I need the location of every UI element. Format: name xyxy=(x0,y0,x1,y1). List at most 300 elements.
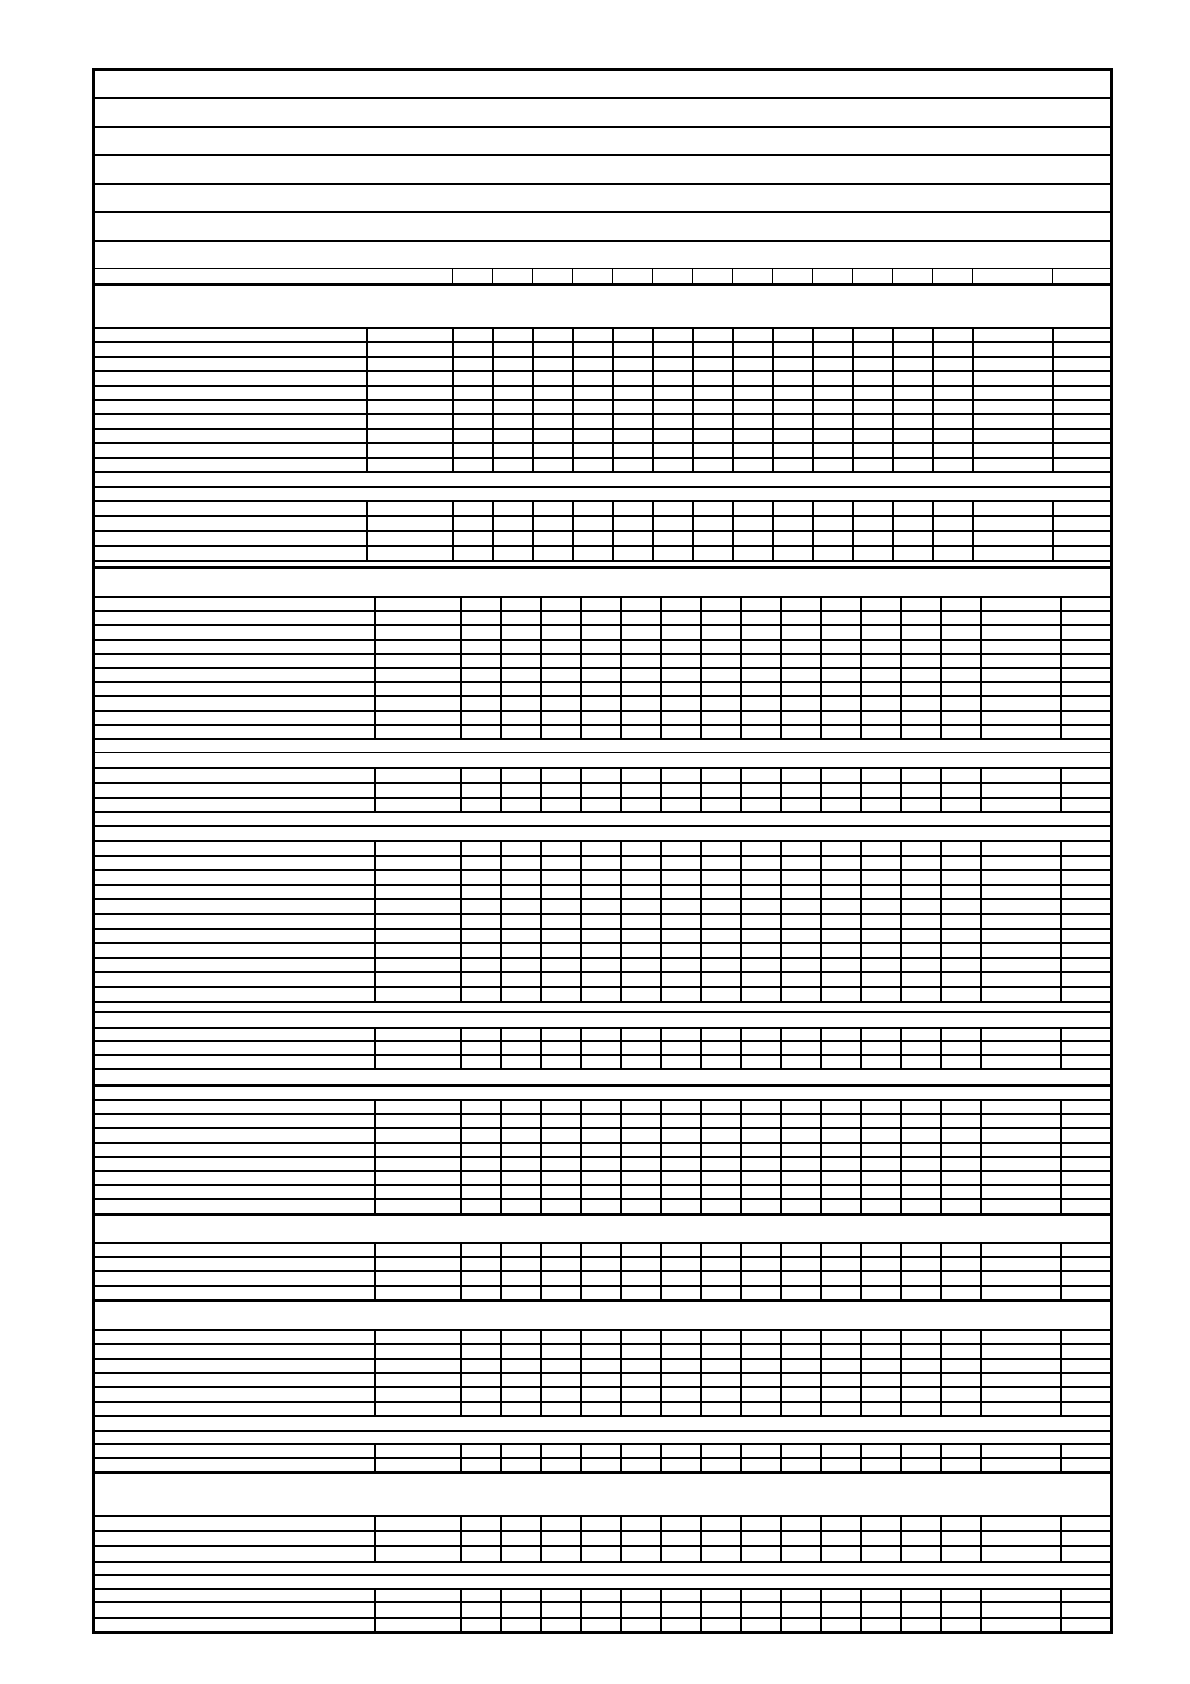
table-column-line xyxy=(374,1027,376,1069)
table-column-line xyxy=(620,596,622,739)
table-column-line xyxy=(940,1027,942,1069)
table-column-line xyxy=(860,596,862,739)
table-column-line xyxy=(374,767,376,812)
table-row-line xyxy=(92,471,1112,473)
header-column-line xyxy=(652,268,653,284)
table-column-line xyxy=(500,1588,502,1632)
table-column-line xyxy=(940,1329,942,1416)
section-gap-line xyxy=(92,1574,1112,1576)
table-column-line xyxy=(580,1443,582,1472)
table-column-line xyxy=(1060,1027,1062,1069)
table-column-line xyxy=(374,1588,376,1632)
table-column-line xyxy=(620,840,622,1002)
table-column-line xyxy=(1060,1588,1062,1632)
table-column-line xyxy=(580,1588,582,1632)
header-column-line xyxy=(972,268,973,284)
table-row-line xyxy=(92,639,1112,641)
table-column-line xyxy=(620,1515,622,1562)
table-row-line xyxy=(92,1184,1112,1186)
table-column-line xyxy=(660,1099,662,1214)
table-column-line xyxy=(980,1443,982,1472)
table-column-line xyxy=(700,1027,702,1069)
table-column-line xyxy=(580,767,582,812)
header-column-line xyxy=(572,268,573,284)
table-row-line xyxy=(92,428,1112,430)
table-row-line xyxy=(92,341,1112,343)
table-column-line xyxy=(500,1443,502,1472)
table-column-line xyxy=(660,1443,662,1472)
table-column-line xyxy=(700,1099,702,1214)
table-column-line xyxy=(500,1242,502,1301)
table-column-line xyxy=(500,767,502,812)
table-column-line xyxy=(820,1515,822,1562)
table-row-line xyxy=(92,869,1112,871)
table-row-line xyxy=(92,610,1112,612)
table-row-line xyxy=(92,898,1112,900)
table-column-line xyxy=(1060,1242,1062,1301)
table-column-line xyxy=(772,327,774,472)
table-column-line xyxy=(940,1099,942,1214)
table-column-line xyxy=(612,327,614,472)
table-column-line xyxy=(980,1588,982,1632)
frame-top xyxy=(92,68,1112,71)
table-column-line xyxy=(700,767,702,812)
table-row-line xyxy=(92,1443,1112,1445)
table-column-line xyxy=(620,1027,622,1069)
section-gap-line xyxy=(92,486,1112,488)
table-row-line xyxy=(92,1617,1112,1619)
table-row-line xyxy=(92,385,1112,387)
table-column-line xyxy=(940,1443,942,1472)
table-row-line xyxy=(92,811,1112,813)
table-column-line xyxy=(972,500,974,561)
table-row-line xyxy=(92,1530,1112,1532)
table-column-line xyxy=(940,840,942,1002)
table-column-line xyxy=(860,1588,862,1632)
table-column-line xyxy=(740,1329,742,1416)
table-row-line xyxy=(92,840,1112,842)
table-column-line xyxy=(820,1099,822,1214)
table-row-line xyxy=(92,1343,1112,1345)
table-row-line xyxy=(92,545,1112,547)
table-column-line xyxy=(540,1515,542,1562)
table-column-line xyxy=(780,840,782,1002)
table-column-line xyxy=(700,1329,702,1416)
table-column-line xyxy=(580,1242,582,1301)
table-column-line xyxy=(780,1099,782,1214)
table-column-line xyxy=(700,1588,702,1632)
table-column-line xyxy=(932,500,934,561)
table-row-line xyxy=(92,1545,1112,1547)
table-column-line xyxy=(740,1099,742,1214)
table-column-line xyxy=(860,1027,862,1069)
section-gap-line xyxy=(92,825,1112,827)
header-row-line xyxy=(92,97,1112,99)
table-column-line xyxy=(700,1515,702,1562)
header-column-line xyxy=(732,268,733,284)
table-column-line xyxy=(460,596,462,739)
table-column-line xyxy=(980,840,982,1002)
table-column-line xyxy=(500,840,502,1002)
table-column-line xyxy=(740,767,742,812)
table-column-line xyxy=(780,767,782,812)
table-row-line xyxy=(92,1358,1112,1360)
table-column-line xyxy=(500,1329,502,1416)
table-column-line xyxy=(374,1515,376,1562)
table-column-line xyxy=(460,1027,462,1069)
table-column-line xyxy=(780,1588,782,1632)
table-row-line xyxy=(92,986,1112,988)
table-column-line xyxy=(580,596,582,739)
table-row-line xyxy=(92,782,1112,784)
table-row-line xyxy=(92,1561,1112,1563)
table-column-line xyxy=(980,1242,982,1301)
table-column-line xyxy=(492,327,494,472)
table-column-line xyxy=(460,767,462,812)
table-row-line xyxy=(92,370,1112,372)
table-row-line xyxy=(92,530,1112,532)
table-column-line xyxy=(532,327,534,472)
table-column-line xyxy=(780,1515,782,1562)
table-column-line xyxy=(972,327,974,472)
table-column-line xyxy=(820,1242,822,1301)
table-column-line xyxy=(900,1027,902,1069)
table-row-line xyxy=(92,667,1112,669)
table-row-line xyxy=(92,1156,1112,1158)
table-column-line xyxy=(660,1242,662,1301)
header-column-line xyxy=(1052,268,1053,284)
header-row-line xyxy=(92,211,1112,213)
table-column-line xyxy=(460,840,462,1002)
table-column-line xyxy=(852,327,854,472)
table-row-line xyxy=(92,457,1112,459)
table-column-line xyxy=(460,1515,462,1562)
table-row-line xyxy=(92,1415,1112,1417)
table-column-line xyxy=(620,1588,622,1632)
table-column-line xyxy=(740,1443,742,1472)
table-row-line xyxy=(92,1027,1112,1029)
table-column-line xyxy=(980,1329,982,1416)
header-row-line xyxy=(92,268,1112,269)
header-row-line xyxy=(92,126,1112,128)
table-column-line xyxy=(732,327,734,472)
table-column-line xyxy=(452,327,454,472)
header-column-line xyxy=(452,268,453,284)
table-column-line xyxy=(700,596,702,739)
table-column-line xyxy=(900,1329,902,1416)
header-column-line xyxy=(492,268,493,284)
table-column-line xyxy=(374,840,376,1002)
table-column-line xyxy=(540,1588,542,1632)
section-divider xyxy=(92,1084,1112,1087)
header-column-line xyxy=(852,268,853,284)
table-row-line xyxy=(92,738,1112,740)
table-row-line xyxy=(92,855,1112,857)
table-column-line xyxy=(1060,1515,1062,1562)
table-column-line xyxy=(980,596,982,739)
table-row-line xyxy=(92,797,1112,799)
table-column-line xyxy=(820,767,822,812)
table-column-line xyxy=(620,1443,622,1472)
table-column-line xyxy=(772,500,774,561)
table-column-line xyxy=(580,1515,582,1562)
table-column-line xyxy=(660,596,662,739)
header-column-line xyxy=(772,268,773,284)
table-column-line xyxy=(740,1027,742,1069)
header-column-line xyxy=(892,268,893,284)
table-row-line xyxy=(92,653,1112,655)
table-row-line xyxy=(92,1386,1112,1388)
table-column-line xyxy=(540,596,542,739)
table-row-line xyxy=(92,710,1112,712)
table-row-line xyxy=(92,1372,1112,1374)
table-column-line xyxy=(820,1443,822,1472)
table-row-line xyxy=(92,928,1112,930)
table-column-line xyxy=(540,840,542,1002)
table-row-line xyxy=(92,1113,1112,1115)
header-column-line xyxy=(812,268,813,284)
table-column-line xyxy=(580,840,582,1002)
table-column-line xyxy=(620,1242,622,1301)
table-row-line xyxy=(92,1040,1112,1042)
table-column-line xyxy=(1060,1329,1062,1416)
table-row-line xyxy=(92,1198,1112,1200)
table-column-line xyxy=(500,596,502,739)
table-column-line xyxy=(540,1443,542,1472)
table-column-line xyxy=(820,840,822,1002)
table-column-line xyxy=(572,327,574,472)
table-column-line xyxy=(820,1329,822,1416)
table-row-line xyxy=(92,327,1112,329)
table-column-line xyxy=(1052,500,1054,561)
table-column-line xyxy=(374,1329,376,1416)
table-row-line xyxy=(92,1631,1112,1633)
table-column-line xyxy=(892,327,894,472)
table-column-line xyxy=(700,840,702,1002)
table-row-line xyxy=(92,767,1112,769)
table-row-line xyxy=(92,515,1112,517)
table-row-line xyxy=(92,913,1112,915)
table-column-line xyxy=(860,1443,862,1472)
table-column-line xyxy=(500,1027,502,1069)
table-row-line xyxy=(92,1329,1112,1331)
table-column-line xyxy=(780,1443,782,1472)
table-column-line xyxy=(940,1242,942,1301)
table-column-line xyxy=(940,767,942,812)
table-column-line xyxy=(980,1515,982,1562)
table-column-line xyxy=(860,1515,862,1562)
table-column-line xyxy=(740,596,742,739)
table-column-line xyxy=(740,840,742,1002)
table-column-line xyxy=(460,1099,462,1214)
table-row-line xyxy=(92,560,1112,562)
table-row-line xyxy=(92,1001,1112,1003)
table-column-line xyxy=(500,1099,502,1214)
table-row-line xyxy=(92,1515,1112,1517)
table-column-line xyxy=(860,1242,862,1301)
table-column-line xyxy=(660,1515,662,1562)
table-row-line xyxy=(92,1127,1112,1129)
table-column-line xyxy=(366,500,368,561)
table-column-line xyxy=(460,1588,462,1632)
table-row-line xyxy=(92,884,1112,886)
table-column-line xyxy=(460,1329,462,1416)
table-column-line xyxy=(820,1588,822,1632)
table-column-line xyxy=(580,1099,582,1214)
table-column-line xyxy=(900,840,902,1002)
table-column-line xyxy=(900,1099,902,1214)
table-row-line xyxy=(92,1256,1112,1258)
table-column-line xyxy=(660,1588,662,1632)
table-column-line xyxy=(620,1329,622,1416)
table-row-line xyxy=(92,596,1112,598)
table-column-line xyxy=(540,1242,542,1301)
table-column-line xyxy=(1060,1443,1062,1472)
table-column-line xyxy=(1052,327,1054,472)
section-gap-line xyxy=(92,1011,1112,1013)
table-row-line xyxy=(92,957,1112,959)
table-column-line xyxy=(812,500,814,561)
table-column-line xyxy=(540,1099,542,1214)
table-row-line xyxy=(92,1270,1112,1272)
table-column-line xyxy=(660,1027,662,1069)
table-row-line xyxy=(92,1054,1112,1056)
table-column-line xyxy=(374,1242,376,1301)
table-column-line xyxy=(492,500,494,561)
table-column-line xyxy=(900,1588,902,1632)
frame-right xyxy=(1110,68,1113,1634)
table-column-line xyxy=(940,596,942,739)
table-column-line xyxy=(900,1515,902,1562)
table-column-line xyxy=(660,767,662,812)
table-row-line xyxy=(92,1068,1112,1070)
table-column-line xyxy=(580,1329,582,1416)
table-row-line xyxy=(92,624,1112,626)
table-row-line xyxy=(92,1099,1112,1101)
header-row-line xyxy=(92,154,1112,156)
table-column-line xyxy=(780,1329,782,1416)
header-row-line xyxy=(92,240,1112,242)
table-column-line xyxy=(652,500,654,561)
table-column-line xyxy=(580,1027,582,1069)
table-row-line xyxy=(92,1457,1112,1459)
table-column-line xyxy=(780,1242,782,1301)
table-column-line xyxy=(452,500,454,561)
table-column-line xyxy=(900,1443,902,1472)
table-column-line xyxy=(532,500,534,561)
table-column-line xyxy=(980,1099,982,1214)
table-column-line xyxy=(980,1027,982,1069)
table-column-line xyxy=(620,1099,622,1214)
table-column-line xyxy=(780,596,782,739)
section-divider xyxy=(92,1471,1112,1474)
table-column-line xyxy=(374,1443,376,1472)
table-column-line xyxy=(540,1027,542,1069)
table-column-line xyxy=(700,1242,702,1301)
table-row-line xyxy=(92,942,1112,944)
table-column-line xyxy=(1060,767,1062,812)
table-column-line xyxy=(612,500,614,561)
table-row-line xyxy=(92,1142,1112,1144)
table-column-line xyxy=(900,1242,902,1301)
table-column-line xyxy=(940,1588,942,1632)
header-column-line xyxy=(932,268,933,284)
table-column-line xyxy=(940,1515,942,1562)
table-column-line xyxy=(732,500,734,561)
table-column-line xyxy=(740,1588,742,1632)
table-column-line xyxy=(660,840,662,1002)
table-row-line xyxy=(92,500,1112,502)
header-column-line xyxy=(692,268,693,284)
table-row-line xyxy=(92,413,1112,415)
table-column-line xyxy=(932,327,934,472)
table-column-line xyxy=(780,1027,782,1069)
table-column-line xyxy=(860,840,862,1002)
table-column-line xyxy=(692,327,694,472)
table-column-line xyxy=(652,327,654,472)
table-column-line xyxy=(374,596,376,739)
section-gap-line xyxy=(92,1430,1112,1432)
section-divider xyxy=(92,566,1112,569)
header-column-line xyxy=(612,268,613,284)
table-column-line xyxy=(812,327,814,472)
table-column-line xyxy=(852,500,854,561)
table-column-line xyxy=(1060,596,1062,739)
table-row-line xyxy=(92,695,1112,697)
table-row-line xyxy=(92,971,1112,973)
header-row-line xyxy=(92,183,1112,185)
table-column-line xyxy=(540,1329,542,1416)
table-row-line xyxy=(92,1401,1112,1403)
table-row-line xyxy=(92,442,1112,444)
table-column-line xyxy=(860,1099,862,1214)
table-column-line xyxy=(620,767,622,812)
table-row-line xyxy=(92,1285,1112,1287)
table-column-line xyxy=(900,596,902,739)
table-column-line xyxy=(900,767,902,812)
table-column-line xyxy=(572,500,574,561)
table-column-line xyxy=(366,327,368,472)
table-row-line xyxy=(92,356,1112,358)
table-column-line xyxy=(692,500,694,561)
table-column-line xyxy=(980,767,982,812)
table-column-line xyxy=(460,1242,462,1301)
table-row-line xyxy=(92,1601,1112,1603)
table-row-line xyxy=(92,399,1112,401)
table-column-line xyxy=(820,596,822,739)
table-row-line xyxy=(92,724,1112,726)
table-row-line xyxy=(92,1170,1112,1172)
table-column-line xyxy=(500,1515,502,1562)
table-column-line xyxy=(860,767,862,812)
table-column-line xyxy=(540,767,542,812)
table-column-line xyxy=(740,1515,742,1562)
section-divider xyxy=(92,1213,1112,1216)
table-column-line xyxy=(700,1443,702,1472)
table-row-line xyxy=(92,1242,1112,1244)
table-column-line xyxy=(820,1027,822,1069)
table-row-line xyxy=(92,1588,1112,1590)
section-gap-line xyxy=(92,752,1112,753)
table-column-line xyxy=(374,1099,376,1214)
table-column-line xyxy=(892,500,894,561)
table-column-line xyxy=(1060,840,1062,1002)
table-row-line xyxy=(92,681,1112,683)
header-column-line xyxy=(532,268,533,284)
table-column-line xyxy=(740,1242,742,1301)
table-column-line xyxy=(660,1329,662,1416)
section-divider xyxy=(92,1299,1112,1302)
